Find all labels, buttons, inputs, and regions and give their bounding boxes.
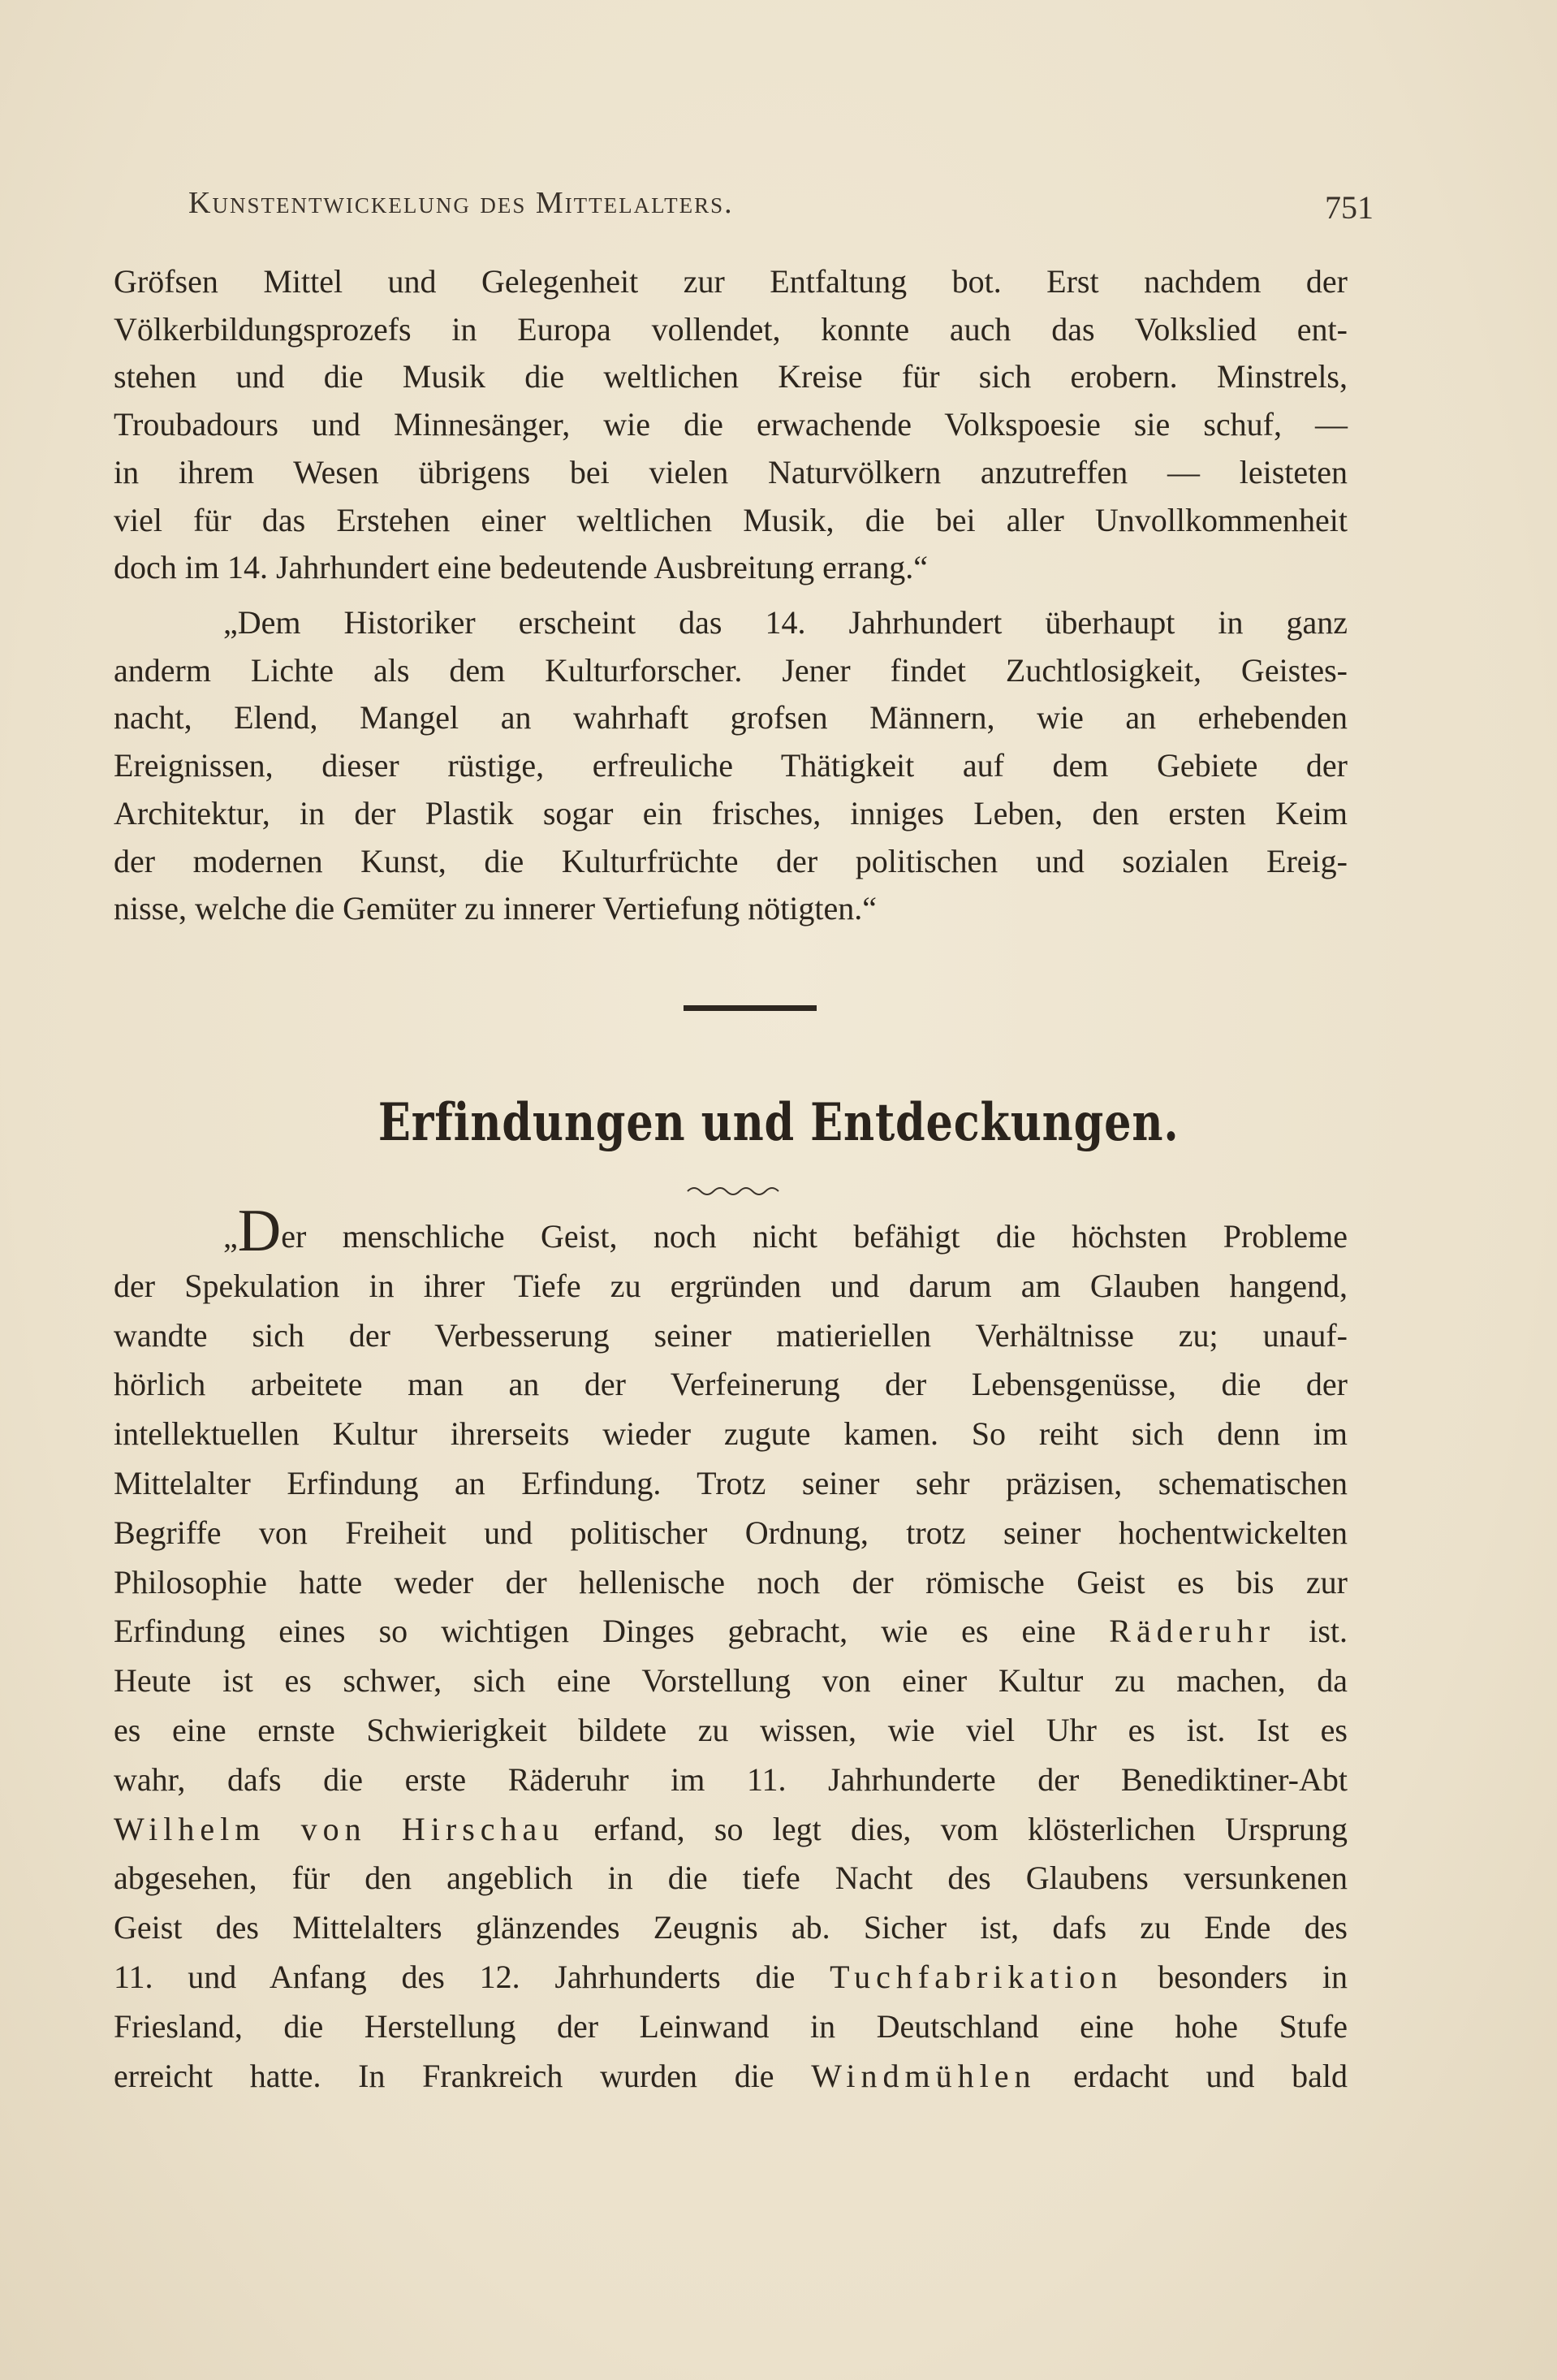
line-text: erdacht und bald bbox=[1073, 2057, 1348, 2094]
text-line: intellektuellen Kultur ihrerseits wieder zugute kamen. So reiht sich denn im bbox=[114, 1415, 1348, 1453]
text-line: Friesland, die Herstellung der Leinwand in Deutschland eine hohe Stufe bbox=[114, 2007, 1348, 2045]
text-line bbox=[114, 1953, 1348, 2002]
spaced-term: Wilhelm von Hirschau bbox=[114, 1810, 565, 1847]
spaced-term: Windmühlen bbox=[811, 2057, 1037, 2094]
text-line: „Dem Historiker erscheint das 14. Jahrhundert überhaupt in ganz bbox=[223, 604, 1348, 641]
text-line: Geist des Mittelalters glänzendes Zeugnis ab. Sicher ist, dafs zu Ende des bbox=[114, 1909, 1348, 1946]
text-line: wandte sich der Verbesserung seiner matieriellen Verhältnisse zu; unauf- bbox=[114, 1316, 1348, 1354]
text-line: nacht, Elend, Mangel an wahrhaft grofsen Männern, wie an erhebenden bbox=[114, 699, 1348, 736]
text-line: hörlich arbeitete man an der Verfeinerung der Lebensgenüsse, die der bbox=[114, 1366, 1348, 1403]
line-text: Erfindung eines so wichtigen Dinges gebracht, wie es eine bbox=[114, 1613, 1076, 1650]
opening-quote: „ bbox=[223, 1218, 238, 1255]
text-line bbox=[114, 1607, 1348, 1656]
line-text: ist. bbox=[1309, 1613, 1348, 1650]
drop-cap-letter: D bbox=[237, 1198, 282, 1264]
text-line: der modernen Kunst, die Kulturfrüchte der politischen und sozialen Ereig- bbox=[114, 842, 1348, 879]
running-title: Kunstentwickelung des Mittelalters. bbox=[188, 186, 734, 220]
text-line: Architektur, in der Plastik sogar ein frisches, inniges Leben, den ersten Keim bbox=[114, 794, 1348, 831]
text-line: Troubadours und Minnesänger, wie die erwachende Volkspoesie sie schuf, — bbox=[114, 406, 1348, 443]
spaced-term: Räderuhr bbox=[1109, 1613, 1276, 1650]
text-line: Völkerbildungsprozefs in Europa vollendet, konnte auch das Volkslied ent- bbox=[114, 310, 1348, 348]
text-line: abgesehen, für den angeblich in die tiefe Nacht des Glaubens versunkenen bbox=[114, 1860, 1348, 1897]
paragraph-2 bbox=[114, 599, 1348, 933]
text-line: doch im 14. Jahrhundert eine bedeutende Ausbreitung errang.“ bbox=[114, 549, 929, 586]
text-line: anderm Lichte als dem Kulturforscher. Jener findet Zuchtlosigkeit, Geistes- bbox=[114, 651, 1348, 689]
text-line bbox=[114, 1805, 1348, 1855]
text-line bbox=[114, 2052, 1348, 2101]
line-text: erfand, so legt dies, vom klösterlichen Ursprung bbox=[593, 1810, 1348, 1847]
first-line-text: er menschliche Geist, noch nicht befähigt die höchsten Probleme bbox=[281, 1218, 1348, 1255]
text-line: Ereignissen, dieser rüstige, erfreuliche Thätigkeit auf dem Gebiete der bbox=[114, 747, 1348, 784]
text-line: stehen und die Musik die weltlichen Kreise für sich erobern. Minstrels, bbox=[114, 358, 1348, 395]
page-number: 751 bbox=[1325, 189, 1374, 226]
text-line: nisse, welche die Gemüter zu innerer Vertiefung nötigten.“ bbox=[114, 890, 878, 927]
section-heading: Erfindungen und Entdeckungen. bbox=[377, 1092, 1180, 1153]
text-line: viel für das Erstehen einer weltlichen Musik, die bei aller Unvollkommenheit bbox=[114, 501, 1348, 538]
text-line: Heute ist es schwer, sich eine Vorstellung von einer Kultur zu machen, da bbox=[114, 1662, 1348, 1700]
line-text: erreicht hatte. In Frankreich wurden die bbox=[114, 2057, 774, 2094]
section-divider-rule bbox=[684, 1005, 817, 1011]
text-line: Gröfsen Mittel und Gelegenheit zur Entfaltung bot. Erst nachdem der bbox=[114, 263, 1348, 300]
text-line: Begriffe von Freiheit und politischer Ordnung, trotz seiner hochentwickelten bbox=[114, 1514, 1348, 1551]
page-header bbox=[188, 185, 1374, 234]
text-line: in ihrem Wesen übrigens bei vielen Naturvölkern anzutreffen — leisteten bbox=[114, 453, 1348, 490]
spaced-term: Tuchfabrikation bbox=[830, 1958, 1124, 1995]
text-line: es eine ernste Schwierigkeit bildete zu wissen, wie viel Uhr es ist. Ist es bbox=[114, 1711, 1348, 1748]
text-line-dropcap bbox=[114, 1198, 1348, 1264]
line-text: 11. und Anfang des 12. Jahrhunderts die bbox=[114, 1958, 796, 1995]
paragraph-1 bbox=[114, 258, 1348, 592]
text-line: Philosophie hatte weder der hellenische noch der römische Geist es bis zur bbox=[114, 1563, 1348, 1600]
text-line: der Spekulation in ihrer Tiefe zu ergründen und darum am Glauben hangend, bbox=[114, 1267, 1348, 1304]
text-line: Mittelalter Erfindung an Erfindung. Trotz seiner sehr präzisen, schematischen bbox=[114, 1464, 1348, 1501]
paragraph-3 bbox=[114, 1198, 1348, 2101]
text-line: wahr, dafs die erste Räderuhr im 11. Jahrhunderte der Benediktiner-Abt bbox=[114, 1760, 1348, 1798]
wave-ornament-icon bbox=[686, 1181, 783, 1196]
line-text: besonders in bbox=[1158, 1958, 1348, 1995]
